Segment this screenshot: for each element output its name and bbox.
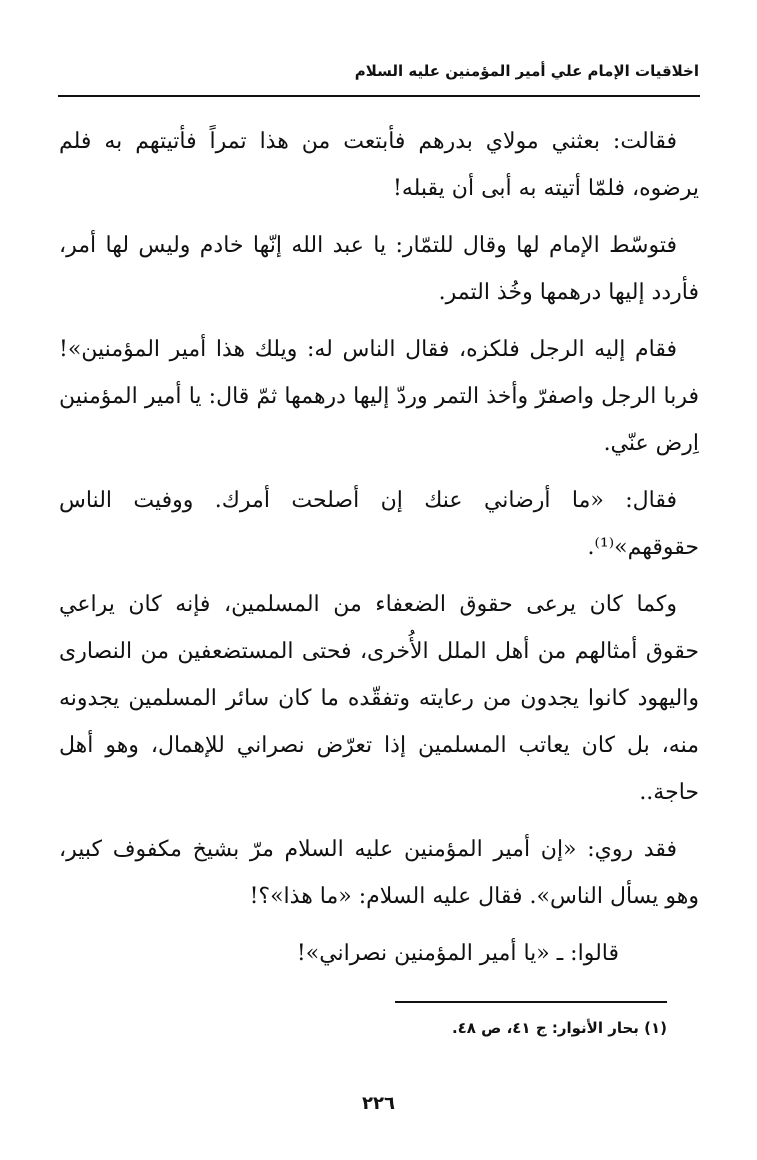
paragraph: قالوا: ـ «يا أمير المؤمنين نصراني»!	[296, 941, 619, 966]
running-header: اخلاقيات الإمام علي أمير المؤمنين عليه السلام	[354, 62, 699, 80]
footnote: (١) بحار الأنوار: ج ٤١، ص ٤٨.	[451, 1019, 667, 1037]
paragraph: فتوسّط الإمام لها وقال للتمّار: يا عبد الله إنّها خادم وليس لها أمر، فأردد إليها درهمها وخُذ التمر.	[59, 233, 699, 305]
footnote-rule	[395, 1001, 667, 1003]
paragraph: فقال: «ما أرضاني عنك إن أصلحت أمرك. ووفيت الناس حقوقهم»⁽¹⁾.	[59, 488, 699, 560]
header-rule	[58, 95, 700, 97]
paragraph: فقام إليه الرجل فلكزه، فقال الناس له: ويلك هذا أمير المؤمنين»! فربا الرجل واصفرّ وأخذ التمر وردّ إليها درهمها ثمّ قال: يا أمير المؤمنين اِرض عنّي.	[59, 337, 699, 456]
paragraph: فقالت: بعثني مولاي بدرهم فأبتعت من هذا تمراً فأتيتهم به فلم يرضوه، فلمّا أتيته به أبى أن يقبله!	[59, 129, 699, 201]
body-text	[59, 118, 699, 987]
paragraph: فقد روي: «إن أمير المؤمنين عليه السلام مرّ بشيخ مكفوف كبير، وهو يسأل الناس». فقال عليه السلام: «ما هذا»؟!	[59, 837, 699, 909]
page-number: ٢٢٦	[362, 1093, 395, 1114]
paragraph: وكما كان يرعى حقوق الضعفاء من المسلمين، فإنه كان يراعي حقوق أمثالهم من أهل الملل الأُخرى، فحتى المستضعفين من النصارى واليهود كانوا يجدون من رعايته وتفقّده ما كان سائر المسلمين يجدونه منه، بل كان يعاتب المسلمين إذا تعرّض نصراني للإهمال، وهو أهل حاجة..	[59, 592, 699, 805]
